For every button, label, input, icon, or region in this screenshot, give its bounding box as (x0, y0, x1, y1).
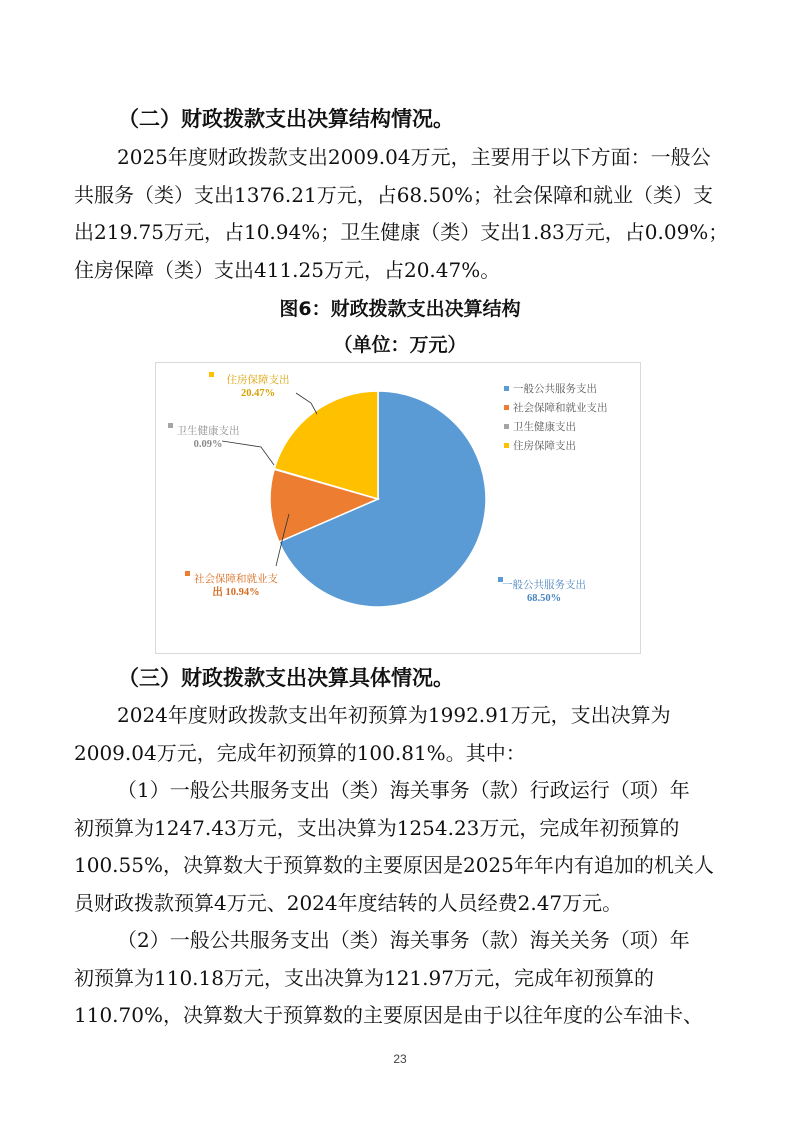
data-label-marker-2 (168, 423, 173, 428)
paragraph-structure-summary (74, 139, 729, 289)
data-label-3: 住房保障支出 20.47% (226, 375, 290, 399)
paragraph-budget-overview (74, 697, 726, 772)
text-line: 初预算为1247.43万元，支出决算为1254.23万元，完成年初预算的 (74, 815, 680, 840)
text-line: 2025年度财政拨款支出2009.04万元，主要用于以下方面：一般公 (117, 145, 711, 169)
legend-swatch-0 (504, 386, 509, 391)
text-line: 住房保障（类）支出411.25万元，占20.47%。 (74, 257, 501, 282)
paragraph-item-2 (74, 922, 726, 1035)
leader-line-2 (222, 441, 274, 465)
text-line: 110.70%，决算数大于预算数的主要原因是由于以往年度的公车油卡、 (74, 1003, 703, 1027)
text-line: 共服务（类）支出1376.21万元，占68.50%；社会保障和就业（类）支 (74, 182, 713, 207)
data-label-2: 卫生健康支出 0.09% (176, 426, 240, 450)
page-number: 23 (393, 1052, 407, 1066)
figure-title: 图6：财政拨款支出决算结构 (279, 298, 521, 320)
legend-item-3: 住房保障支出 (513, 441, 576, 452)
legend-item-0: 一般公共服务支出 (513, 384, 597, 395)
data-label-0: 一般公共服务支出 68.50% (502, 580, 586, 604)
paragraph-item-1 (74, 772, 726, 922)
text-line: （1）一般公共服务支出（类）海关事务（款）行政运行（项）年 (117, 778, 690, 802)
text-line: 2024年度财政拨款支出年初预算为1992.91万元，支出决算为 (117, 703, 671, 727)
data-label-marker-1 (185, 571, 190, 576)
pie-chart (156, 363, 640, 653)
text-line: 2009.04万元，完成年初预算的100.81%。其中： (74, 740, 526, 765)
legend-swatch-1 (504, 405, 509, 410)
text-line: 初预算为110.18万元，支出决算为121.97万元，完成年初预算的 (74, 965, 654, 990)
figure-unit: （单位：万元） (333, 334, 467, 356)
data-label-marker-3 (209, 372, 214, 377)
text-line: 出219.75万元，占10.94%；卫生健康（类）支出1.83万元，占0.09%； (74, 220, 729, 244)
legend-swatch-2 (504, 424, 509, 429)
legend-item-2: 卫生健康支出 (513, 422, 576, 433)
section-heading-structure: （二）财政拨款支出决算结构情况。 (118, 107, 454, 131)
leader-line-3 (296, 393, 317, 414)
text-line: 员财政拨款预算4万元、2024年度结转的人员经费2.47万元。 (74, 890, 623, 915)
data-label-1: 社会保障和就业支出 10.94% (194, 574, 278, 598)
legend-item-1: 社会保障和就业支出 (513, 403, 608, 414)
pie-chart-frame (155, 362, 641, 654)
text-line: （2）一般公共服务支出（类）海关事务（款）海关关务（项）年 (117, 928, 690, 952)
section-heading-details: （三）财政拨款支出决算具体情况。 (118, 666, 454, 690)
text-line: 100.55%，决算数大于预算数的主要原因是2025年年内有追加的机关人 (74, 853, 714, 877)
legend-swatch-3 (504, 443, 509, 448)
